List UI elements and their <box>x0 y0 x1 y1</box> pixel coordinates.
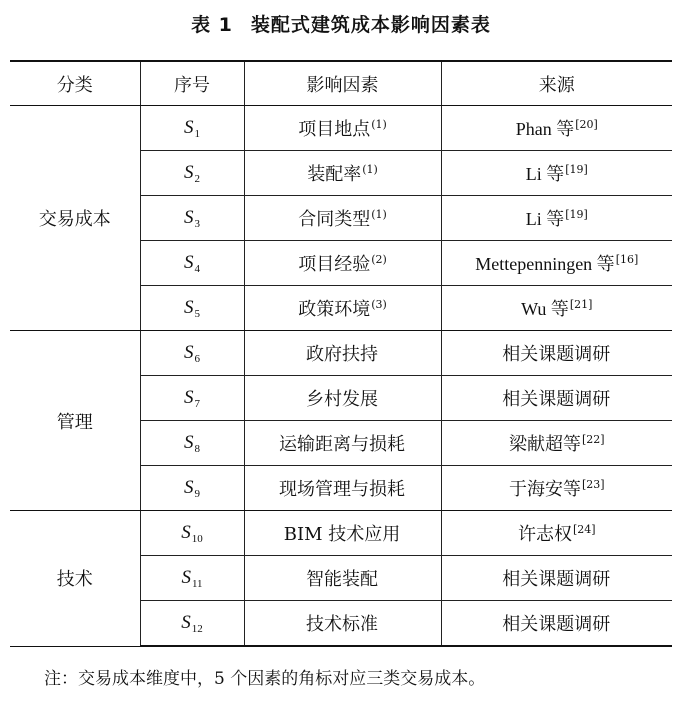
index-subscript: 6 <box>194 352 200 365</box>
table-body <box>10 106 672 647</box>
factor-cell <box>244 466 441 511</box>
source-reference: [19] <box>565 208 588 221</box>
index-cell <box>140 466 244 511</box>
source-cell <box>441 421 672 466</box>
factor-cell <box>244 331 441 376</box>
factor-text: 项目地点 <box>298 119 371 140</box>
index-subscript: 12 <box>191 622 203 635</box>
factor-text: 政策环境 <box>298 299 371 320</box>
source-cell <box>441 556 672 601</box>
source-cell <box>441 106 672 151</box>
factor-cell <box>244 151 441 196</box>
source-text: Li 等 <box>525 164 565 184</box>
index-symbol: $S_9$ <box>184 476 200 500</box>
factor-text: 运输距离与损耗 <box>279 434 405 455</box>
source-cell <box>441 511 672 556</box>
source-text: 梁献超等 <box>508 434 581 454</box>
index-symbol: $S_{10}$ <box>181 521 203 545</box>
factor-superscript: (1) <box>362 163 378 176</box>
source-text: 相关课题调研 <box>502 389 611 409</box>
source-reference: [20] <box>575 118 598 131</box>
index-subscript: 2 <box>194 172 200 185</box>
source-text: Mettepenningen 等 <box>475 254 615 274</box>
factor-cell <box>244 376 441 421</box>
index-subscript: 7 <box>194 397 200 410</box>
factor-superscript: (3) <box>371 298 387 311</box>
source-text: 相关课题调研 <box>502 569 611 589</box>
index-symbol: $S_{11}$ <box>181 566 203 590</box>
header-factor: 影响因素 <box>244 61 441 106</box>
table-note: 注：交易成本维度中，5 个因素的角标对应三类交易成本。 <box>44 669 486 689</box>
index-cell <box>140 556 244 601</box>
factor-cell <box>244 511 441 556</box>
factor-text: 乡村发展 <box>306 389 378 410</box>
index-subscript: 1 <box>194 127 200 140</box>
factor-text: 技术标准 <box>306 614 378 635</box>
index-subscript: 4 <box>194 262 200 275</box>
index-cell <box>140 511 244 556</box>
index-cell <box>140 421 244 466</box>
factor-text: 合同类型 <box>298 209 371 230</box>
table-header-row <box>10 61 672 106</box>
source-reference: [22] <box>581 433 605 446</box>
source-text: Wu 等 <box>521 299 569 319</box>
factor-text: 项目经验 <box>298 254 371 275</box>
source-cell <box>441 466 672 511</box>
factor-text: 装配率 <box>307 164 362 185</box>
index-cell <box>140 376 244 421</box>
source-text: 相关课题调研 <box>502 614 611 634</box>
factor-cell <box>244 106 441 151</box>
table-row <box>10 511 672 556</box>
factor-text: 现场管理与损耗 <box>279 479 405 500</box>
index-symbol: $S_1$ <box>184 116 200 140</box>
source-reference: [21] <box>569 298 593 311</box>
index-cell <box>140 331 244 376</box>
index-cell <box>140 106 244 151</box>
factor-cell <box>244 601 441 647</box>
source-text: Li 等 <box>525 209 565 229</box>
index-cell <box>140 151 244 196</box>
table-title: 装配式建筑成本影响因素表 <box>250 14 491 36</box>
index-cell <box>140 241 244 286</box>
source-reference: [23] <box>581 478 605 491</box>
source-text: 于海安等 <box>508 479 581 499</box>
header-index: 序号 <box>140 61 244 106</box>
index-subscript: 11 <box>191 577 203 590</box>
category-cell: 交易成本 <box>10 106 140 331</box>
source-reference: [16] <box>615 253 639 266</box>
source-reference: [19] <box>565 163 588 176</box>
factor-text: BIM 技术应用 <box>283 524 401 545</box>
source-cell <box>441 286 672 331</box>
header-category: 分类 <box>10 61 140 106</box>
factor-cell <box>244 421 441 466</box>
header-source: 来源 <box>441 61 672 106</box>
source-reference: [24] <box>572 523 596 536</box>
index-symbol: $S_{12}$ <box>181 611 203 635</box>
index-symbol: $S_2$ <box>184 161 200 185</box>
factor-superscript: (2) <box>371 253 387 266</box>
index-cell <box>140 196 244 241</box>
source-cell <box>441 376 672 421</box>
table-number: 表 1 <box>191 14 233 36</box>
index-subscript: 10 <box>191 532 203 545</box>
index-subscript: 8 <box>194 442 200 455</box>
source-text: Phan 等 <box>515 119 575 139</box>
source-cell <box>441 601 672 647</box>
cost-factor-table <box>10 60 672 647</box>
index-subscript: 9 <box>194 487 200 500</box>
factor-cell <box>244 286 441 331</box>
source-text: 许志权 <box>517 524 572 544</box>
index-symbol: $S_4$ <box>184 251 200 275</box>
factor-superscript: (1) <box>371 118 387 131</box>
factor-text: 政府扶持 <box>306 344 378 365</box>
index-subscript: 3 <box>194 217 200 230</box>
table-caption <box>0 10 682 37</box>
source-cell <box>441 331 672 376</box>
table-row <box>10 106 672 151</box>
index-symbol: $S_3$ <box>184 206 200 230</box>
index-symbol: $S_6$ <box>184 341 200 365</box>
source-cell <box>441 241 672 286</box>
factor-cell <box>244 196 441 241</box>
table-row <box>10 331 672 376</box>
category-cell: 管理 <box>10 331 140 511</box>
index-symbol: $S_8$ <box>184 431 200 455</box>
factor-cell <box>244 556 441 601</box>
factor-cell <box>244 241 441 286</box>
index-symbol: $S_7$ <box>184 386 200 410</box>
index-cell <box>140 601 244 647</box>
source-cell <box>441 196 672 241</box>
factor-superscript: (1) <box>371 208 387 221</box>
index-subscript: 5 <box>194 307 200 320</box>
category-cell: 技术 <box>10 511 140 647</box>
index-symbol: $S_5$ <box>184 296 200 320</box>
index-cell <box>140 286 244 331</box>
source-cell <box>441 151 672 196</box>
factor-text: 智能装配 <box>306 569 378 590</box>
source-text: 相关课题调研 <box>502 344 611 364</box>
